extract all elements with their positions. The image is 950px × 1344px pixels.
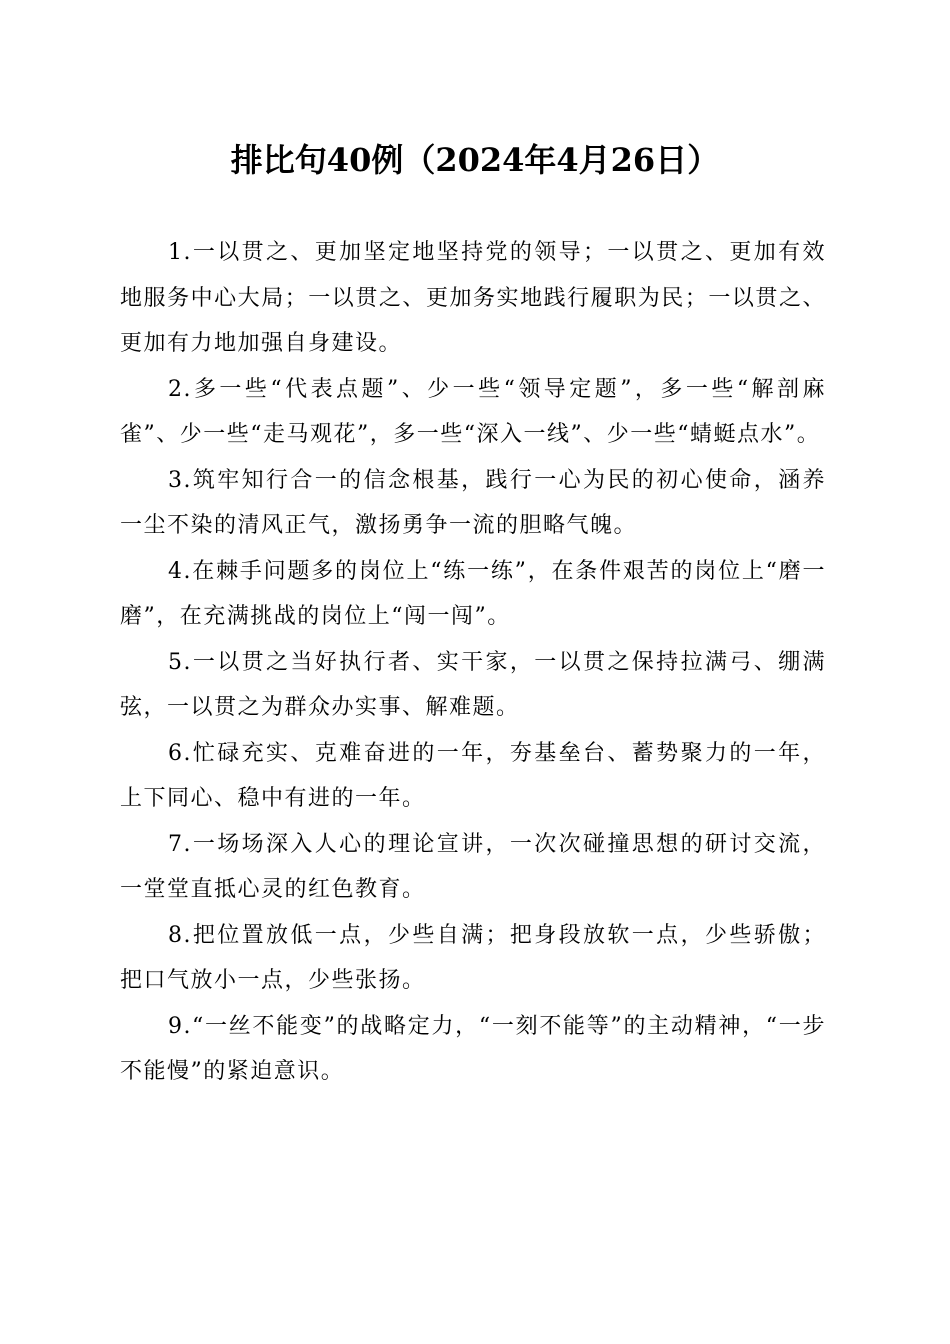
paragraph-1: 1.一以贯之、更加坚定地坚持党的领导；一以贯之、更加有效地服务中心大局；一以贯之、更加务实地践行履职为民；一以贯之、更加有力地加强自身建设。 (120, 240, 826, 356)
paragraph-2: 2.多一些“代表点题”、少一些“领导定题”，多一些“解剖麻雀”、少一些“走马观花”，多一些“深入一线”、少一些“蜻蜓点水”。 (120, 376, 826, 447)
paragraph-8: 8.把位置放低一点，少些自满；把身段放软一点，少些骄傲；把口气放小一点，少些张扬。 (120, 922, 826, 993)
paragraph-3: 3.筑牢知行合一的信念根基，践行一心为民的初心使命，涵养一尘不染的清风正气，激扬勇争一流的胆略气魄。 (120, 467, 826, 538)
paragraph-9: 9.“一丝不能变”的战略定力，“一刻不能等”的主动精神，“一步不能慢”的紧迫意识。 (120, 1013, 826, 1084)
paragraph-7: 7.一场场深入人心的理论宣讲，一次次碰撞思想的研讨交流，一堂堂直抵心灵的红色教育。 (120, 831, 826, 902)
document-body (120, 230, 826, 1095)
paragraph-4: 4.在棘手问题多的岗位上“练一练”，在条件艰苦的岗位上“磨一磨”，在充满挑战的岗位上“闯一闯”。 (120, 558, 826, 629)
paragraph-5: 5.一以贯之当好执行者、实干家，一以贯之保持拉满弓、绷满弦，一以贯之为群众办实事、解难题。 (120, 649, 826, 720)
paragraph-6: 6.忙碌充实、克难奋进的一年，夯基垒台、蓄势聚力的一年，上下同心、稳中有进的一年。 (120, 740, 826, 811)
document-title: 排比句40例（2024年4月26日） (230, 141, 720, 179)
